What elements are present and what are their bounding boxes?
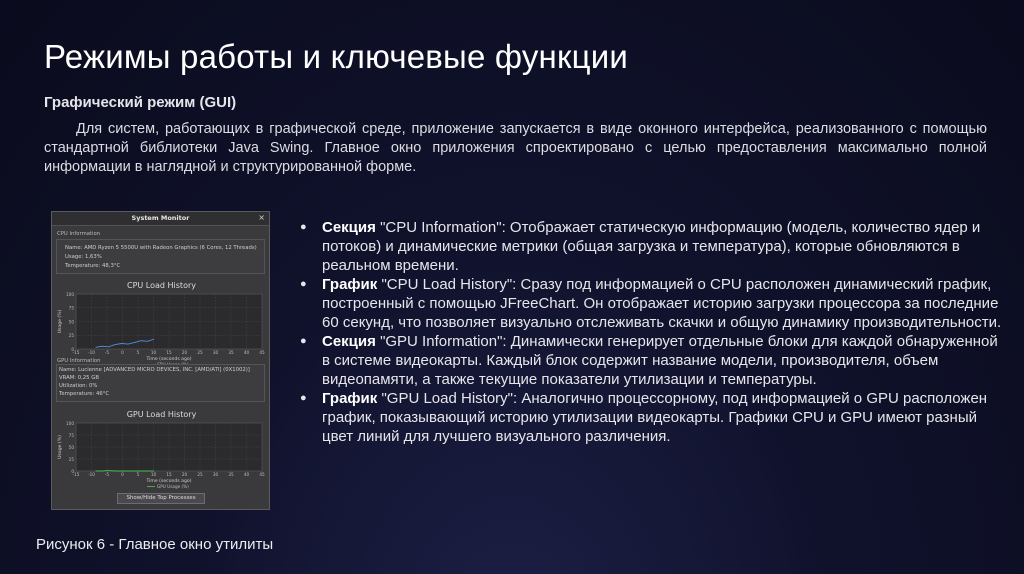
bullet-keyword: График [322, 276, 378, 293]
bullet-keyword: Секция [322, 219, 376, 236]
cpu-name: Name: AMD Ryzen 5 5500U with Radeon Graphics (6 Cores, 12 Threads) [65, 245, 257, 251]
x-tick-label: 10 [150, 472, 157, 477]
x-tick-label: 45 [259, 472, 265, 477]
bullet-text: : Сразу под информацией о CPU расположен динамический график, построенный с помощью JFreeChart. Он отображает историю загрузки процессора за последние 60 секунд, что позволяет визуально отслеживать скачки и общую динамику производительности. [322, 276, 1002, 331]
bullet-quote: "CPU Load History" [381, 276, 513, 293]
list-item [296, 218, 1006, 275]
gpu-vram: VRAM: 0,25 GB [59, 375, 99, 381]
x-tick-label: 10 [150, 350, 157, 355]
y-tick-label: 75 [68, 305, 74, 311]
x-tick-label: 5 [136, 472, 140, 477]
slide-title: Режимы работы и ключевые функции [44, 38, 628, 75]
gpu-info-box [56, 364, 265, 402]
feature-list [296, 218, 1006, 446]
x-axis-label: Time (seconds ago) [146, 479, 192, 484]
legend-label: GPU Usage (%) [157, 484, 189, 489]
x-tick-label: -5 [104, 350, 110, 355]
figure-caption: Рисунок 6 - Главное окно утилиты [36, 536, 274, 553]
y-tick-label: 75 [68, 432, 74, 438]
x-tick-label: 30 [212, 472, 219, 477]
bullet-quote: "CPU Information" [380, 219, 502, 236]
cpu-temperature: Temperature: 48,3°C [65, 263, 121, 269]
y-tick-label: 25 [68, 456, 74, 462]
gpu-utilization: Utilization: 0% [59, 383, 98, 389]
x-tick-label: -15 [72, 472, 80, 477]
x-tick-label: 35 [228, 472, 234, 477]
x-axis-label: Time (seconds ago) [146, 357, 192, 362]
slide-subtitle: Графический режим (GUI) [44, 94, 237, 111]
bullet-text: : Аналогично процессорному, под информацией о GPU расположен график, показывающий историю утилизации видеокарты. Графики CPU и GPU имеют разный цвет линий для лучшего визуального различения. [322, 390, 988, 445]
gpu-chart-title: GPU Load History [126, 410, 197, 419]
cpu-usage: Usage: 1,63% [65, 254, 102, 260]
list-item [296, 389, 1006, 446]
x-tick-label: 25 [197, 472, 203, 477]
cpu-info-box [56, 239, 265, 274]
y-axis-label: Usage (%) [58, 309, 63, 334]
bullet-quote: "GPU Load History" [381, 390, 513, 407]
intro-paragraph: Для систем, работающих в графической среде, приложение запускается в виде оконного интерфейса, реализованного с помощью стандартной библиотеки Java Swing. Главное окно приложения спроектировано с целью предоставления максимально полной информации в наглядной и структурированной форме. [44, 121, 987, 175]
gpu-temperature: Temperature: 46°C [59, 391, 110, 397]
x-tick-label: 20 [181, 472, 188, 477]
x-tick-label: 0 [121, 350, 124, 355]
x-tick-label: 5 [136, 350, 140, 355]
y-tick-label: 100 [66, 291, 74, 297]
bullet-text: : Динамически генерирует отдельные блоки для каждой обнаруженной в системе видеокарты. Каждый блок содержит название модели, производителя, объем видеопамяти, а также текущие показатели утилизации и температуры. [322, 333, 998, 388]
window-titlebar [52, 212, 269, 226]
x-tick-label: 30 [212, 350, 219, 355]
x-tick-label: 15 [166, 350, 172, 355]
bullet-quote: "GPU Information" [380, 333, 503, 350]
x-tick-label: 20 [181, 350, 188, 355]
toggle-processes-button[interactable]: Show/Hide Top Processes [117, 493, 205, 504]
gpu-name: Name: Lucienne [ADVANCED MICRO DEVICES, INC. [AMD/ATI] (0X1002)] [59, 367, 250, 373]
x-tick-label: 25 [197, 350, 203, 355]
cpu-group-label: CPU Information [57, 231, 101, 237]
x-tick-label: 0 [121, 472, 124, 477]
bullet-keyword: Секция [322, 333, 376, 350]
x-tick-label: 40 [243, 350, 250, 355]
x-tick-label: 40 [243, 472, 250, 477]
gpu-group-label: GPU Information [57, 358, 101, 364]
list-item [296, 332, 1006, 389]
gpu-load-chart [52, 419, 271, 491]
y-tick-label: 0 [71, 346, 74, 352]
x-tick-label: -5 [104, 472, 110, 477]
x-tick-label: -10 [88, 350, 95, 355]
x-tick-label: -10 [88, 472, 95, 477]
y-tick-label: 100 [66, 420, 74, 426]
y-tick-label: 25 [68, 333, 74, 339]
y-tick-label: 50 [68, 319, 74, 325]
list-item [296, 275, 1006, 332]
x-tick-label: 45 [259, 350, 265, 355]
y-axis-label: Usage (%) [58, 435, 63, 459]
bullet-keyword: График [322, 390, 378, 407]
y-tick-label: 50 [68, 444, 74, 450]
window-title: System Monitor [131, 214, 190, 222]
x-tick-label: 35 [228, 350, 234, 355]
bullet-text: : Отображает статическую информацию (модель, количество ядер и потоков) и динамические метрики (общая загрузка и температура), которые обновляются в реальном времени. [322, 219, 981, 274]
close-icon[interactable]: × [258, 213, 265, 222]
y-tick-label: 0 [71, 468, 74, 474]
cpu-chart-title: CPU Load History [126, 281, 196, 290]
x-tick-label: -15 [72, 350, 80, 355]
x-tick-label: 15 [166, 472, 172, 477]
system-monitor-window [51, 211, 270, 510]
